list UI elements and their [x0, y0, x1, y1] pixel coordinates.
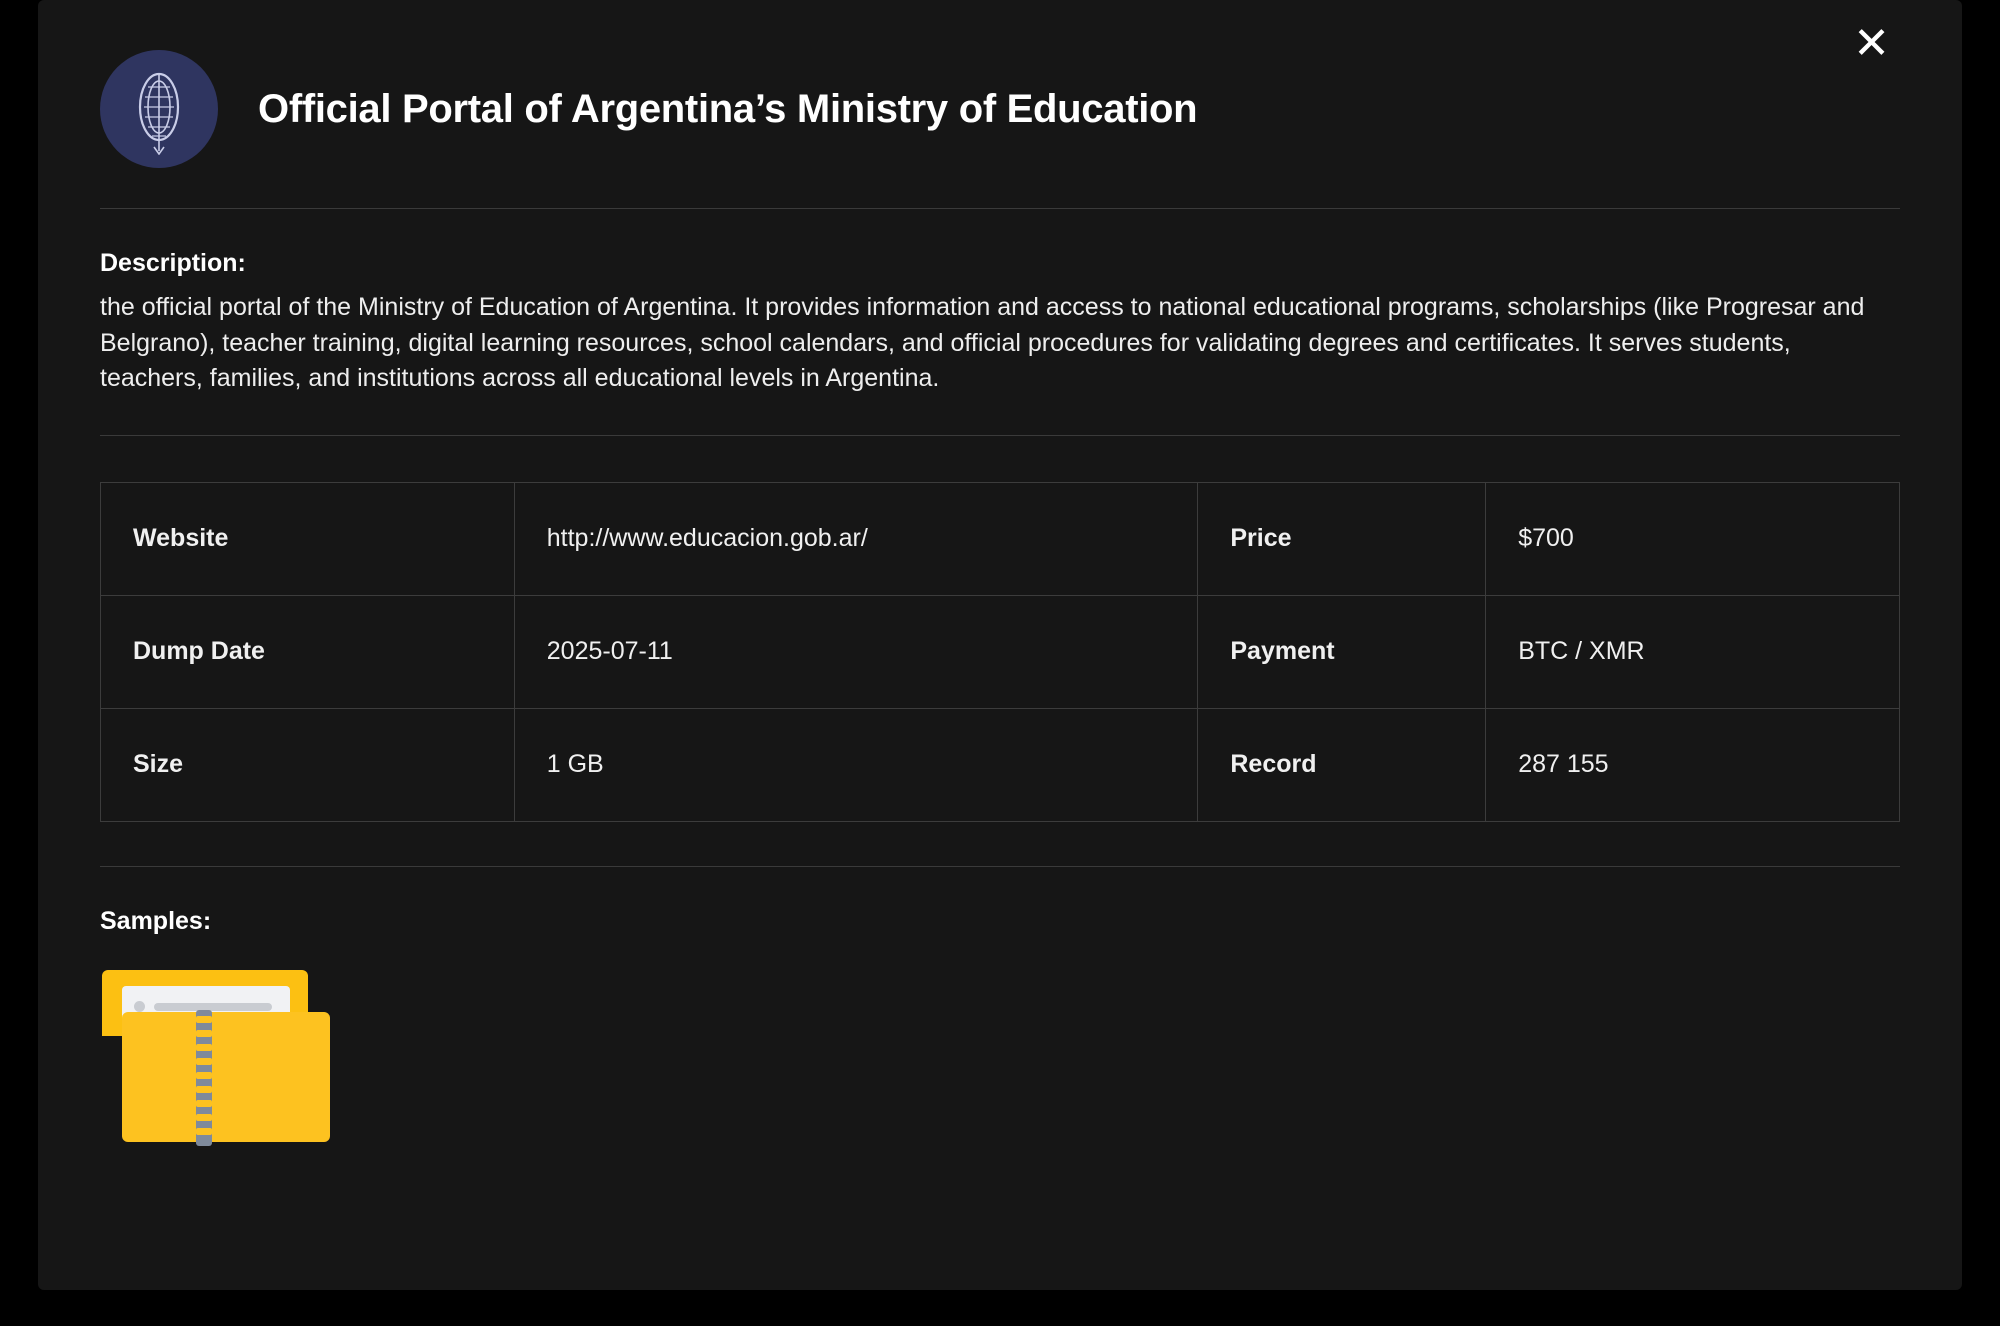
- row-key-payment: Payment: [1198, 595, 1486, 708]
- zip-zipper: [196, 1010, 212, 1146]
- table-row: [101, 595, 1900, 708]
- row-key-size: Size: [101, 708, 515, 821]
- paper-line: [154, 1003, 272, 1011]
- row-value-dump-date: 2025-07-11: [514, 595, 1198, 708]
- description-label: Description:: [100, 249, 246, 277]
- row-value-price: $700: [1486, 482, 1900, 595]
- row-key-website: Website: [101, 482, 515, 595]
- modal-header: [100, 0, 1900, 208]
- row-key-price: Price: [1198, 482, 1486, 595]
- listing-modal: [38, 0, 1962, 1290]
- description-section: [100, 209, 1900, 435]
- zip-folder-body: [122, 1012, 330, 1142]
- zip-folder-icon[interactable]: [100, 970, 332, 1152]
- samples-section: [100, 867, 1900, 1152]
- close-icon[interactable]: ✕: [1853, 18, 1890, 69]
- row-value-size: 1 GB: [514, 708, 1198, 821]
- argentina-sun-emblem-icon: [100, 50, 218, 168]
- samples-label: Samples:: [100, 906, 212, 935]
- row-key-record: Record: [1198, 708, 1486, 821]
- details-table-wrapper: [100, 436, 1900, 866]
- page-title: Official Portal of Argentina’s Ministry of Education: [258, 86, 1198, 131]
- row-value-record: 287 155: [1486, 708, 1900, 821]
- paper-dot: [134, 1001, 145, 1012]
- table-row: [101, 482, 1900, 595]
- row-key-dump-date: Dump Date: [101, 595, 515, 708]
- description-text: the official portal of the Ministry of Education of Argentina. It provides information and access to national educational programs, scholarships (like Progresar and Belgrano), teacher training, digital learning resources, school calendars, and official procedures for validating degrees and certificates. It serves students, teachers, families, and institutions across all educational levels in Argentina.: [100, 293, 1865, 392]
- row-value-website: http://www.educacion.gob.ar/: [514, 482, 1198, 595]
- details-table: [100, 482, 1900, 822]
- row-value-payment: BTC / XMR: [1486, 595, 1900, 708]
- table-row: [101, 708, 1900, 821]
